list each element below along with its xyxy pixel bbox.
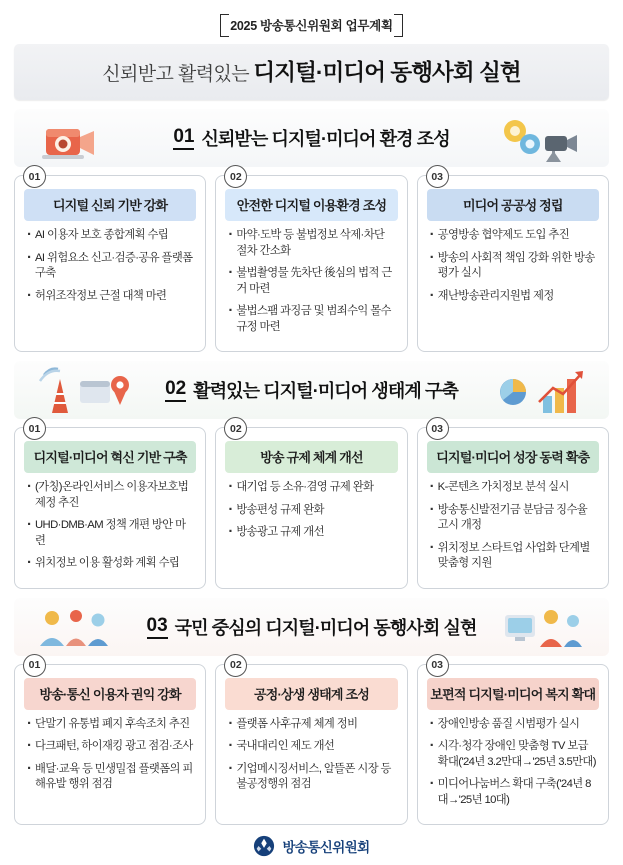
video-camera-gear-icon (497, 114, 583, 166)
list-item: · 위치정보 이용 활성화 계획 수립 (26, 556, 194, 572)
card-badge: 02 (224, 165, 247, 188)
list-item: · 다크패턴, 하이재킹 광고 점검·조사 (26, 739, 194, 755)
card-badge: 03 (426, 417, 449, 440)
card-badge: 03 (426, 165, 449, 188)
people-handshake-icon (36, 604, 112, 652)
section-01 (14, 109, 609, 352)
section-01-cards (14, 170, 609, 352)
card-bullets (225, 480, 397, 541)
card-heading: 방송 규제 체계 개선 (225, 441, 397, 473)
card-heading: 디지털·미디어 혁신 기반 구축 (24, 441, 196, 473)
government-emblem-icon (253, 835, 275, 857)
footer-org-name: 방송통신위원회 (282, 840, 370, 855)
list-item: · UHD·DMB·AM 정책 개편 방안 마련 (26, 518, 194, 549)
section-01-title: 신뢰받는 디지털·미디어 환경 조성 (201, 129, 450, 149)
card-bullets (225, 717, 397, 793)
list-item: · 재난방송관리지원법 제정 (429, 289, 597, 305)
section-02-band (14, 361, 609, 419)
card-badge: 02 (224, 654, 247, 677)
card-2-3 (417, 422, 609, 589)
card-badge: 01 (23, 417, 46, 440)
footer (14, 835, 609, 865)
card-heading: 안전한 디지털 이용환경 조성 (225, 189, 397, 221)
list-item: · 방송광고 규제 개선 (227, 525, 395, 541)
card-heading: 미디어 공공성 정립 (427, 189, 599, 221)
section-03 (14, 598, 609, 826)
list-item: · AI 이용자 보호 종합계획 수립 (26, 228, 194, 244)
list-item: · 대기업 등 소유·겸영 규제 완화 (227, 480, 395, 496)
list-item: · 불법스팸 과징금 및 범죄수익 몰수규정 마련 (227, 304, 395, 335)
card-2-1 (14, 422, 206, 589)
card-1-1 (14, 170, 206, 352)
card-heading: 공정·상생 생태계 조성 (225, 678, 397, 710)
list-item: · 공영방송 협약제도 도입 추진 (429, 228, 597, 244)
list-item: · 허위조작정보 근절 대책 마련 (26, 289, 194, 305)
list-item: · 위치정보 스타트업 사업화 단계별 맞춤형 지원 (429, 541, 597, 572)
list-item: · 시각·청각 장애인 맞춤형 TV 보급 확대('24년 3.2만대→'25년 3.5만대) (429, 739, 597, 770)
page-title (14, 44, 609, 100)
card-bullets (24, 480, 196, 572)
growth-chart-icon (497, 366, 589, 416)
antenna-tower-icon (34, 365, 134, 417)
section-02-number: 02 (165, 378, 186, 402)
card-bullets (427, 480, 599, 572)
card-bullets (24, 228, 196, 304)
card-badge: 01 (23, 165, 46, 188)
card-bullets (427, 717, 599, 809)
card-3-2 (215, 659, 407, 826)
header (14, 0, 609, 100)
list-item: · 방송통신발전기금 분담금 징수율 고시 개정 (429, 503, 597, 534)
section-02 (14, 361, 609, 589)
section-03-title: 국민 중심의 디지털·미디어 동행사회 실현 (174, 617, 477, 638)
card-badge: 01 (23, 654, 46, 677)
card-heading: 방송·통신 이용자 권익 강화 (24, 678, 196, 710)
card-badge: 03 (426, 654, 449, 677)
card-1-3 (417, 170, 609, 352)
list-item: · 배달·교육 등 민생밀접 플랫폼의 피해유발 행위 점검 (26, 762, 194, 793)
card-3-1 (14, 659, 206, 826)
card-bullets (24, 717, 196, 793)
page-title-light: 신뢰받고 활력있는 (102, 64, 249, 85)
card-heading: 디지털·미디어 성장 동력 확충 (427, 441, 599, 473)
list-item: · AI 위험요소 신고·검증·공유 플랫폼 구축 (26, 251, 194, 282)
list-item: · 방송의 사회적 책임 강화 위한 방송평가 실시 (429, 251, 597, 282)
section-02-title: 활력있는 디지털·미디어 생태계 구축 (193, 381, 458, 401)
list-item: · 방송편성 규제 완화 (227, 503, 395, 519)
card-1-2 (215, 170, 407, 352)
section-03-cards (14, 659, 609, 826)
card-2-2 (215, 422, 407, 589)
section-01-number: 01 (173, 126, 194, 150)
list-item: · 마약·도박 등 불법정보 삭제·차단 절차 간소화 (227, 228, 395, 259)
list-item: · 미디어나눔버스 확대 구축('24년 8대→'25년 10대) (429, 777, 597, 808)
devices-people-icon (501, 603, 587, 653)
header-kicker: 2025 방송통신위원회 업무계획 (220, 14, 402, 37)
card-heading: 보편적 디지털·미디어 복지 확대 (427, 678, 599, 710)
card-bullets (225, 228, 397, 335)
list-item: · 불법촬영물 先차단 後심의 법적 근거 마련 (227, 266, 395, 297)
list-item: · 국내대리인 제도 개선 (227, 739, 395, 755)
section-03-number: 03 (147, 615, 168, 639)
camera-icon (40, 115, 114, 165)
card-badge: 02 (224, 417, 247, 440)
list-item: · 플랫폼 사후규제 체계 정비 (227, 717, 395, 733)
card-heading: 디지털 신뢰 기반 강화 (24, 189, 196, 221)
card-3-3 (417, 659, 609, 826)
section-01-band (14, 109, 609, 167)
section-03-band (14, 598, 609, 656)
list-item: · 장애인방송 품질 시범평가 실시 (429, 717, 597, 733)
page-title-bold: 디지털·미디어 동행사회 실현 (253, 60, 521, 85)
list-item: · 기업메시징서비스, 알뜰폰 시장 등 불공정행위 점검 (227, 762, 395, 793)
list-item: · (가칭)온라인서비스 이용자보호법 제정 추진 (26, 480, 194, 511)
list-item: · 단말기 유통법 폐지 후속조치 추진 (26, 717, 194, 733)
list-item: · K-콘텐츠 가치정보 분석 실시 (429, 480, 597, 496)
card-bullets (427, 228, 599, 304)
section-02-cards (14, 422, 609, 589)
